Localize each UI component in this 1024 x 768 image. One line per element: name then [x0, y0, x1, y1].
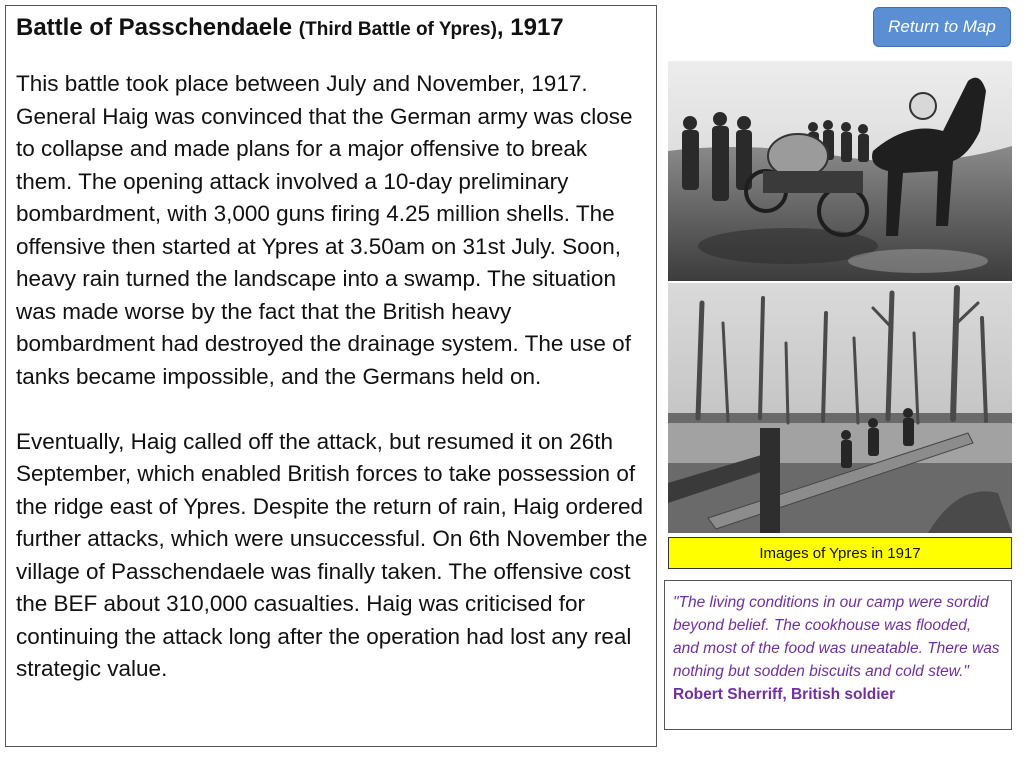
paragraph-1: This battle took place between July and November, 1917. General Haig was convinced that the German army was close to collapse and made plans for a major offensive to break them. The opening attack involved a 10-day preliminary bombardment, with 3,000 guns firing 4.25 million shells. The offensive then started at Ypres at 3.50am on 31st July. Soon, heavy rain turned the landscape into a swamp. The situation was made worse by the fact that the British heavy bombardment had destroyed the drainage system. The use of tanks became impossible, and the Germans held on. [16, 71, 633, 389]
soldiers-horse-cart-photo [668, 61, 1012, 281]
title-main: Battle of Passchendaele [16, 14, 293, 41]
quote-author: Robert Sherriff, British soldier [673, 686, 896, 703]
return-to-map-button[interactable]: Return to Map [873, 7, 1011, 47]
quote-text: "The living conditions in our camp were sordid beyond belief. The cookhouse was flooded, and most of the food was uneatable. There was nothing but sodden biscuits and cold stew." [673, 594, 1000, 680]
images-caption: Images of Ypres in 1917 [668, 537, 1012, 569]
paragraph-2: Eventually, Haig called off the attack, but resumed it on 26th September, which enabled British forces to take possession of the ridge east of Ypres. Despite the return of rain, Haig ordered further attacks, which were unsuccessful. On 6th November the village of Passchendaele was finally taken. The offensive cost the BEF about 310,000 casualties. Haig was criticised for continuing the attack long after the operation had lost any real strategic value. [16, 428, 648, 681]
quote-box [664, 580, 1012, 730]
main-content-panel [5, 5, 657, 747]
title-subtitle: (Third Battle of Ypres) [298, 19, 497, 40]
title-year: , 1917 [496, 14, 564, 41]
flooded-landscape-photo [668, 283, 1012, 533]
page-title [16, 14, 564, 42]
body-text [16, 68, 648, 686]
